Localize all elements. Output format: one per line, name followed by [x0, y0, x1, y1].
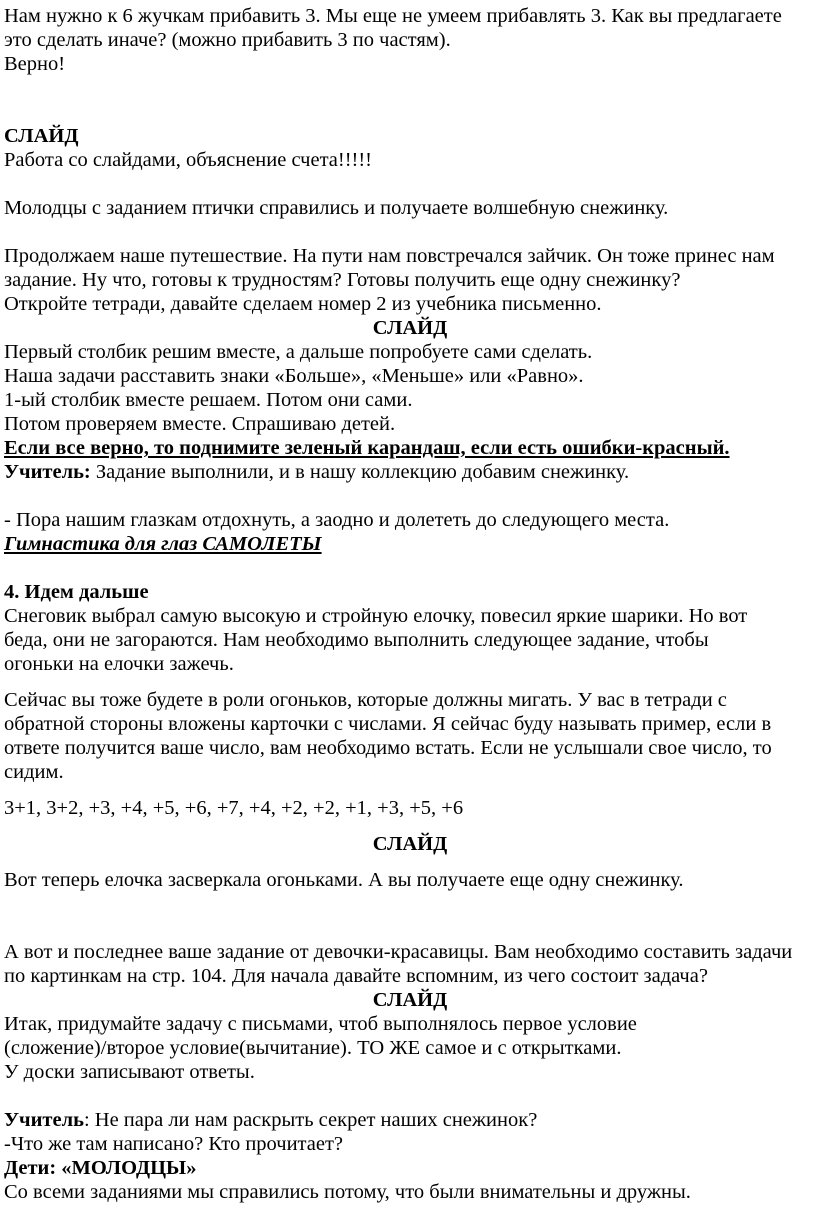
- paragraph-line: Наша задачи расставить знаки «Больше», «Меньше» или «Равно».: [4, 365, 584, 387]
- section-heading: 4. Идем дальше: [4, 581, 149, 603]
- paragraph-line: Потом проверяем вместе. Спрашиваю детей.: [4, 413, 396, 435]
- paragraph-line: Со всеми заданиями мы справились потому, что были внимательны и дружны.: [4, 1181, 691, 1203]
- paragraph-line: Молодцы с заданием птички справились и получаете волшебную снежинку.: [4, 197, 669, 219]
- paragraph-line: сидим.: [4, 761, 64, 783]
- paragraph-line: Снеговик выбрал самую высокую и стройную елочку, повесил яркие шарики. Но вот: [4, 605, 748, 627]
- paragraph-line: это сделать иначе? (можно прибавить 3 по частям).: [4, 29, 451, 51]
- paragraph-line: Продолжаем наше путешествие. На пути нам повстречался зайчик. Он тоже принес нам: [4, 245, 775, 267]
- slide-heading: СЛАЙД: [372, 833, 448, 855]
- paragraph-line: задание. Ну что, готовы к трудностям? Готовы получить еще одну снежинку?: [4, 269, 681, 291]
- paragraph-line: Итак, придумайте задачу с письмами, чтоб выполнялось первое условие: [4, 1013, 637, 1035]
- paragraph-line: Сейчас вы тоже будете в роли огоньков, которые должны мигать. У вас в тетради с: [4, 689, 727, 711]
- slide-heading: СЛАЙД: [4, 125, 79, 147]
- paragraph-line: Откройте тетради, давайте сделаем номер 2 из учебника письменно.: [4, 293, 602, 315]
- paragraph-line: Первый столбик решим вместе, а дальше попробуете сами сделать.: [4, 341, 593, 363]
- paragraph-line: ответе получится ваше число, вам необходимо встать. Если не услышали свое число, то: [4, 737, 772, 759]
- paragraph-line: огоньки на елочки зажечь.: [4, 653, 234, 675]
- paragraph-line: - Пора нашим глазкам отдохнуть, а заодно и долететь до следующего места.: [4, 509, 670, 531]
- teacher-label: Учитель:: [4, 461, 91, 483]
- paragraph-line: У доски записывают ответы.: [4, 1061, 255, 1083]
- gymnastics-heading: Гимнастика для глаз САМОЛЕТЫ: [4, 533, 322, 555]
- emphasis-line: Если все верно, то поднимите зеленый карандаш, если есть ошибки-красный.: [4, 437, 730, 459]
- paragraph-line: Вот теперь елочка засверкала огоньками. А вы получаете еще одну снежинку.: [4, 869, 684, 891]
- paragraph-line: по картинкам на стр. 104. Для начала давайте вспомним, из чего состоит задача?: [4, 965, 708, 987]
- teacher-line: [4, 460, 816, 484]
- paragraph-line: А вот и последнее ваше задание от девочки-красавицы. Вам необходимо составить задачи: [4, 941, 793, 963]
- slide-heading: СЛАЙД: [372, 989, 448, 1011]
- teacher-line: [4, 1108, 816, 1132]
- teacher-label: Учитель: [4, 1109, 84, 1131]
- paragraph-line: Нам нужно к 6 жучкам прибавить 3. Мы еще не умеем прибавлять 3. Как вы предлагаете: [4, 5, 782, 27]
- teacher-text: : Не пара ли нам раскрыть секрет наших снежинок?: [83, 1109, 538, 1131]
- teacher-text: Задание выполнили, и в нашу коллекцию добавим снежинку.: [90, 461, 630, 483]
- paragraph-line: беда, они не загораются. Нам необходимо выполнить следующее задание, чтобы: [4, 629, 709, 651]
- slide-heading: СЛАЙД: [372, 317, 448, 339]
- paragraph-line: (сложение)/второе условие(вычитание). ТО ЖЕ самое и с открытками.: [4, 1037, 622, 1059]
- children-line: Дети: «МОЛОДЦЫ»: [4, 1157, 197, 1179]
- paragraph-line: Работа со слайдами, объяснение счета!!!!!: [4, 149, 373, 171]
- paragraph-line: -Что же там написано? Кто прочитает?: [4, 1133, 344, 1155]
- examples-line: 3+1, 3+2, +3, +4, +5, +6, +7, +4, +2, +2, +1, +3, +5, +6: [4, 797, 464, 819]
- paragraph-line: Верно!: [4, 53, 66, 75]
- paragraph-line: 1-ый столбик вместе решаем. Потом они сами.: [4, 389, 413, 411]
- paragraph-line: обратной стороны вложены карточки с числами. Я сейчас буду называть пример, если в: [4, 713, 772, 735]
